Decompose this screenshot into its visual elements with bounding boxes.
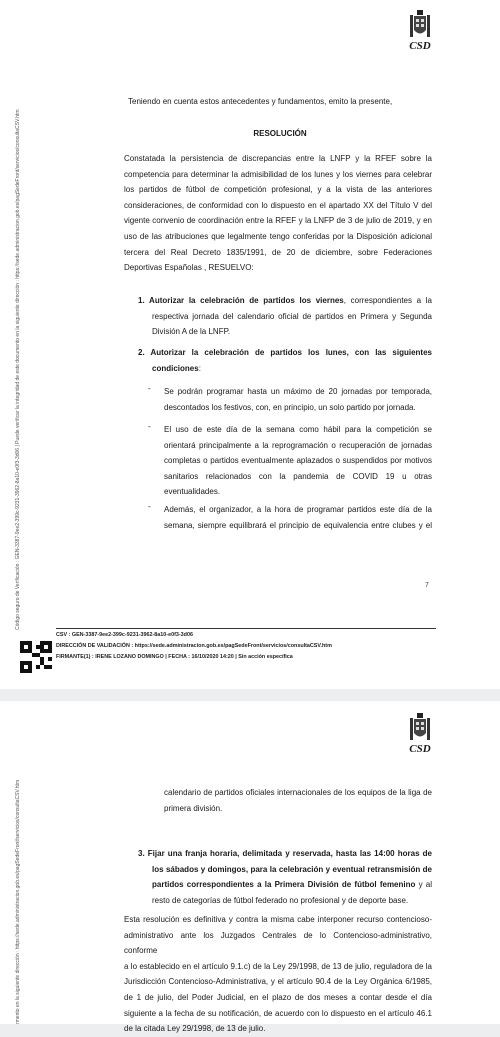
page-number: 7 <box>425 582 429 589</box>
text-line: partidos correspondientes a la Primera División de fútbol femenino y al <box>152 880 433 890</box>
text-line: eventualidades. <box>164 487 221 497</box>
item-2 <box>138 345 432 376</box>
footer-signer: FIRMANTE(1) : IRENE LOZANO DOMINGO | FECHA : 16/10/2020 14:20 | Sin acción específica <box>56 654 293 660</box>
text-line: orientará principalmente a la reprogramación o recuperación de jornadas <box>164 440 432 450</box>
bullet-dash: - <box>148 422 151 431</box>
text-line: Jurisdicción Contencioso-Administrativa, y el artículo 90.4 de la Ley Orgánica 6/1985, <box>124 977 432 987</box>
csv-side-text: Código seguro de Verificación : GEN-3387-9ee2-399c-9231-3962-8a10-e0f3-3d06 | Puede verificar la integridad de este documento en la siguiente dirección : https://sede.administracion.gob.es/pagSedeFront/servicios/consultaCSV.htm <box>15 109 21 630</box>
text-line: consideraciones, de conformidad con lo dispuesto en el apartado XX del Título V del <box>124 200 432 210</box>
text-line: calendario de partidos oficiales internacionales de los equipos de la liga de <box>164 788 432 797</box>
coat-of-arms-icon <box>409 10 431 40</box>
text-line: Esta resolución es definitiva y contra la misma cabe interponer recurso contencioso- <box>124 915 432 924</box>
text-line: División A de la LNFP. <box>152 327 231 337</box>
text-line: Además, el organizador, a la hora de programar partidos este día de la <box>164 505 432 514</box>
text-line: vigente convenio de coordinación entre la RFEF y la LNFP de 3 de julio de 2019, y en <box>124 216 432 226</box>
text-line: 2. Autorizar la celebración de partidos los lunes, con las siguientes <box>138 348 432 357</box>
csd-logo-text: CSD <box>409 743 431 755</box>
paragraph-constatada <box>124 151 432 276</box>
text-line: 3. Fijar una franja horaria, delimitada y reservada, hasta las 14:00 horas de <box>138 849 432 858</box>
bullet-3 <box>164 502 432 533</box>
bullet-dash: - <box>148 502 151 511</box>
text-line: siguiente a la fecha de su notificación, de acuerdo con lo dispuesto en el artículo 46.1 <box>124 1008 432 1018</box>
text-line: los partidos de fútbol de competición profesional, y a la vista de las anteriores <box>124 185 432 195</box>
text-line: descontados los festivos, con, en principio, un solo partido por jornada. <box>164 402 416 412</box>
document-page-2 <box>0 701 500 1034</box>
text-line: tercera del Real Decreto 1835/1991, de 20 de diciembre, sobre Federaciones <box>124 247 432 257</box>
text-line: sanitarios relacionados con la pandemia de COVID 19 u otras <box>164 471 432 481</box>
item-3 <box>138 846 432 908</box>
bullet-2 <box>164 422 432 500</box>
item-1 <box>138 293 432 340</box>
csv-side-text: rmento en la siguiente dirección : https://sede.administracion.gob.es/pagSedeFront/servicios/consultaCSV.htm <box>15 779 21 1024</box>
text-line: semana, siempre equilibrará el principio de equivalencia entre clubes y el <box>164 520 432 530</box>
text-line: Se podrán programar hasta un máximo de 20 jornadas por temporada, <box>164 387 432 396</box>
bullet-1 <box>164 384 432 415</box>
intro-text: Teniendo en cuenta estos antecedentes y fundamentos, emito la presente, <box>128 97 393 106</box>
text-line: completas o partidos eventualmente aplazados o suspendidos por motivos <box>164 456 432 466</box>
csd-logo <box>408 713 432 755</box>
footer-csv: CSV : GEN-3387-9ee2-399c-9231-3962-8a10-e0f3-3d06 <box>56 632 193 638</box>
text-line: primera división. <box>164 803 223 813</box>
resolution-heading: RESOLUCIÓN <box>253 129 307 138</box>
qr-code-icon <box>20 641 52 673</box>
text-line: competencia para determinar la admisibilidad de los lunes y los viernes para celebrar <box>124 169 432 179</box>
text-line: uso de las atribuciones que legalmente tengo conferidas por la Disposición adicional <box>124 231 432 241</box>
text-line: respectiva jornada del calendario oficial de partidos en Primera y Segunda <box>152 311 432 321</box>
closing-paragraph <box>124 912 432 1037</box>
text-line: de 1 de julio, del Poder Judicial, en el plazo de dos meses a contar desde el día <box>124 992 432 1002</box>
bullet-3-continuation <box>164 785 432 816</box>
text-line: Deportivas Españolas , RESUELVO: <box>124 263 254 273</box>
text-line: El uso de este día de la semana como hábil para la competición se <box>164 425 432 434</box>
csd-logo <box>408 10 432 52</box>
csd-logo-text: CSD <box>409 40 431 52</box>
text-line: los sábados y domingos, para la celebración y eventual retransmisión de <box>152 864 432 874</box>
text-line: administrativo ante los Juzgados Centrales de lo Contencioso-administrativo, conforme <box>124 930 432 956</box>
text-line: a lo establecido en el artículo 9.1.c) de la Ley 29/1998, de 13 de julio, reguladora de la <box>124 961 432 971</box>
text-line: Constatada la persistencia de discrepancias entre la LNFP y la RFEF sobre la <box>124 154 432 163</box>
text-line: 1. Autorizar la celebración de partidos los viernes, correspondientes a la <box>138 296 433 305</box>
text-line: condiciones: <box>152 363 201 373</box>
coat-of-arms-icon <box>409 713 431 743</box>
footer-validation-url[interactable]: DIRECCIÓN DE VALIDACIÓN : https://sede.administracion.gob.es/pagSedeFront/servicios/consultaCSV.htm <box>56 643 332 649</box>
footer-divider <box>56 628 436 629</box>
text-line: de la citada Ley 29/1998, de 13 de julio. <box>124 1024 266 1034</box>
bullet-dash: - <box>148 384 151 393</box>
text-line: resto de categorías de fútbol federado no profesional y de deporte base. <box>152 895 409 905</box>
